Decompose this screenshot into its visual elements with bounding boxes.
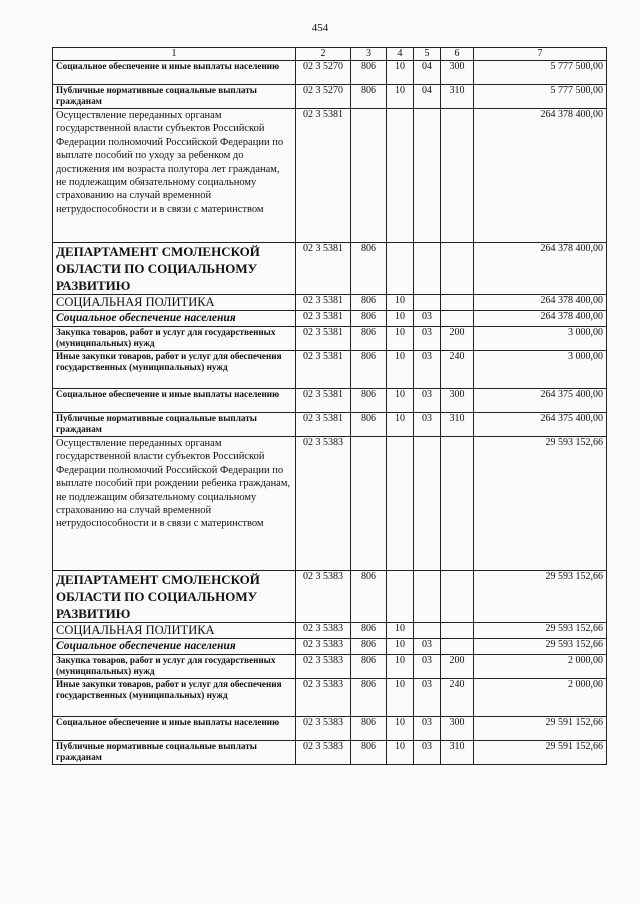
- section-code: 10: [387, 311, 414, 327]
- ministry-code: 806: [351, 327, 387, 351]
- expense-type-code: 200: [441, 327, 474, 351]
- column-header: 4: [387, 48, 414, 61]
- row-name: Иные закупки товаров, работ и услуг для обеспечения государственных (муниципальных) нужд: [53, 679, 296, 717]
- amount: 264 378 400,00: [474, 243, 607, 295]
- column-header: 6: [441, 48, 474, 61]
- row-name: ДЕПАРТАМЕНТ СМОЛЕНСКОЙ ОБЛАСТИ ПО СОЦИАЛЬНОМУ РАЗВИТИЮ: [53, 571, 296, 623]
- amount: 264 378 400,00: [474, 295, 607, 311]
- section-code: 10: [387, 741, 414, 765]
- ministry-code: 806: [351, 351, 387, 389]
- subsection-code: 03: [414, 655, 441, 679]
- row-name: СОЦИАЛЬНАЯ ПОЛИТИКА: [53, 623, 296, 639]
- table-row: [53, 623, 607, 639]
- table-row: [53, 741, 607, 765]
- table-row: [53, 61, 607, 85]
- amount: 29 593 152,66: [474, 437, 607, 571]
- section-code: 10: [387, 327, 414, 351]
- section-code: [387, 571, 414, 623]
- ministry-code: 806: [351, 717, 387, 741]
- target-article-code: 02 3 5383: [296, 437, 351, 571]
- subsection-code: 04: [414, 61, 441, 85]
- ministry-code: 806: [351, 639, 387, 655]
- row-name: Публичные нормативные социальные выплаты гражданам: [53, 413, 296, 437]
- table-row: [53, 679, 607, 717]
- amount: 29 593 152,66: [474, 639, 607, 655]
- section-code: 10: [387, 85, 414, 109]
- ministry-code: 806: [351, 61, 387, 85]
- table-row: [53, 351, 607, 389]
- target-article-code: 02 3 5381: [296, 327, 351, 351]
- row-name: Социальное обеспечение населения: [53, 311, 296, 327]
- ministry-code: 806: [351, 623, 387, 639]
- amount: 264 375 400,00: [474, 389, 607, 413]
- section-code: 10: [387, 623, 414, 639]
- expense-type-code: [441, 311, 474, 327]
- column-header: 3: [351, 48, 387, 61]
- amount: 264 378 400,00: [474, 109, 607, 243]
- budget-table: [52, 47, 607, 765]
- target-article-code: 02 3 5383: [296, 679, 351, 717]
- amount: 5 777 500,00: [474, 61, 607, 85]
- table-header-row: [53, 48, 607, 61]
- subsection-code: 03: [414, 389, 441, 413]
- column-header: 2: [296, 48, 351, 61]
- row-name: Публичные нормативные социальные выплаты гражданам: [53, 85, 296, 109]
- subsection-code: 03: [414, 639, 441, 655]
- row-name: ДЕПАРТАМЕНТ СМОЛЕНСКОЙ ОБЛАСТИ ПО СОЦИАЛЬНОМУ РАЗВИТИЮ: [53, 243, 296, 295]
- target-article-code: 02 3 5381: [296, 389, 351, 413]
- target-article-code: 02 3 5383: [296, 623, 351, 639]
- expense-type-code: [441, 623, 474, 639]
- ministry-code: 806: [351, 389, 387, 413]
- subsection-code: 03: [414, 717, 441, 741]
- row-name: Иные закупки товаров, работ и услуг для обеспечения государственных (муниципальных) нужд: [53, 351, 296, 389]
- ministry-code: 806: [351, 741, 387, 765]
- amount: 2 000,00: [474, 679, 607, 717]
- page-number: 454: [311, 22, 329, 34]
- ministry-code: 806: [351, 679, 387, 717]
- ministry-code: 806: [351, 311, 387, 327]
- target-article-code: 02 3 5383: [296, 717, 351, 741]
- subsection-code: [414, 243, 441, 295]
- expense-type-code: 300: [441, 717, 474, 741]
- table-row: [53, 571, 607, 623]
- table-row: [53, 389, 607, 413]
- subsection-code: [414, 109, 441, 243]
- expense-type-code: [441, 639, 474, 655]
- expense-type-code: 310: [441, 741, 474, 765]
- amount: 264 378 400,00: [474, 311, 607, 327]
- expense-type-code: 240: [441, 351, 474, 389]
- amount: 29 591 152,66: [474, 741, 607, 765]
- expense-type-code: [441, 295, 474, 311]
- table-row: [53, 327, 607, 351]
- expense-type-code: [441, 571, 474, 623]
- amount: 2 000,00: [474, 655, 607, 679]
- budget-table-body: [53, 61, 607, 765]
- section-code: 10: [387, 413, 414, 437]
- table-row: [53, 717, 607, 741]
- ministry-code: 806: [351, 295, 387, 311]
- subsection-code: 03: [414, 679, 441, 717]
- row-name: Осуществление переданных органам государственной власти субъектов Российской Федерации полномочий Российской Федерации по выплате пособий при рождении ребенка гражданам, не подлежащим обязательному социальному страхованию на случай временной нетрудоспособности и в связи с материнством: [53, 437, 296, 571]
- subsection-code: [414, 623, 441, 639]
- amount: 5 777 500,00: [474, 85, 607, 109]
- expense-type-code: 200: [441, 655, 474, 679]
- table-row: [53, 109, 607, 243]
- expense-type-code: 300: [441, 61, 474, 85]
- table-row: [53, 413, 607, 437]
- section-code: [387, 437, 414, 571]
- column-header: 1: [53, 48, 296, 61]
- section-code: 10: [387, 679, 414, 717]
- row-name: Социальное обеспечение и иные выплаты населению: [53, 61, 296, 85]
- section-code: 10: [387, 639, 414, 655]
- expense-type-code: 240: [441, 679, 474, 717]
- section-code: 10: [387, 389, 414, 413]
- target-article-code: 02 3 5383: [296, 655, 351, 679]
- subsection-code: [414, 437, 441, 571]
- table-row: [53, 655, 607, 679]
- table-row: [53, 85, 607, 109]
- ministry-code: [351, 437, 387, 571]
- subsection-code: [414, 295, 441, 311]
- expense-type-code: [441, 243, 474, 295]
- subsection-code: 03: [414, 351, 441, 389]
- amount: 29 591 152,66: [474, 717, 607, 741]
- table-row: [53, 311, 607, 327]
- section-code: 10: [387, 295, 414, 311]
- row-name: Социальное обеспечение и иные выплаты населению: [53, 389, 296, 413]
- ministry-code: 806: [351, 243, 387, 295]
- column-header: 5: [414, 48, 441, 61]
- section-code: [387, 243, 414, 295]
- ministry-code: [351, 109, 387, 243]
- target-article-code: 02 3 5381: [296, 295, 351, 311]
- ministry-code: 806: [351, 413, 387, 437]
- amount: 264 375 400,00: [474, 413, 607, 437]
- subsection-code: 03: [414, 413, 441, 437]
- subsection-code: 03: [414, 327, 441, 351]
- section-code: 10: [387, 717, 414, 741]
- table-row: [53, 639, 607, 655]
- section-code: 10: [387, 655, 414, 679]
- target-article-code: 02 3 5381: [296, 413, 351, 437]
- ministry-code: 806: [351, 655, 387, 679]
- target-article-code: 02 3 5381: [296, 311, 351, 327]
- row-name: Закупка товаров, работ и услуг для государственных (муниципальных) нужд: [53, 327, 296, 351]
- amount: 3 000,00: [474, 327, 607, 351]
- subsection-code: 03: [414, 311, 441, 327]
- row-name: Осуществление переданных органам государственной власти субъектов Российской Федерации полномочий Российской Федерации по выплате пособий по уходу за ребенком до достижения им возраста полутора лет гражданам, не подлежащим обязательному социальному страхованию на случай временной нетрудоспособности и в связи с материнством: [53, 109, 296, 243]
- table-row: [53, 295, 607, 311]
- target-article-code: 02 3 5381: [296, 243, 351, 295]
- row-name: Социальное обеспечение населения: [53, 639, 296, 655]
- target-article-code: 02 3 5383: [296, 571, 351, 623]
- table-row: [53, 243, 607, 295]
- ministry-code: 806: [351, 571, 387, 623]
- target-article-code: 02 3 5381: [296, 351, 351, 389]
- section-code: 10: [387, 351, 414, 389]
- expense-type-code: 310: [441, 85, 474, 109]
- row-name: Закупка товаров, работ и услуг для государственных (муниципальных) нужд: [53, 655, 296, 679]
- target-article-code: 02 3 5383: [296, 741, 351, 765]
- amount: 29 593 152,66: [474, 623, 607, 639]
- section-code: 10: [387, 61, 414, 85]
- row-name: СОЦИАЛЬНАЯ ПОЛИТИКА: [53, 295, 296, 311]
- expense-type-code: 310: [441, 413, 474, 437]
- section-code: [387, 109, 414, 243]
- table-row: [53, 437, 607, 571]
- expense-type-code: 300: [441, 389, 474, 413]
- amount: 29 593 152,66: [474, 571, 607, 623]
- column-header: 7: [474, 48, 607, 61]
- target-article-code: 02 3 5270: [296, 61, 351, 85]
- row-name: Публичные нормативные социальные выплаты гражданам: [53, 741, 296, 765]
- target-article-code: 02 3 5383: [296, 639, 351, 655]
- ministry-code: 806: [351, 85, 387, 109]
- expense-type-code: [441, 437, 474, 571]
- target-article-code: 02 3 5381: [296, 109, 351, 243]
- subsection-code: 03: [414, 741, 441, 765]
- row-name: Социальное обеспечение и иные выплаты населению: [53, 717, 296, 741]
- subsection-code: 04: [414, 85, 441, 109]
- amount: 3 000,00: [474, 351, 607, 389]
- subsection-code: [414, 571, 441, 623]
- target-article-code: 02 3 5270: [296, 85, 351, 109]
- expense-type-code: [441, 109, 474, 243]
